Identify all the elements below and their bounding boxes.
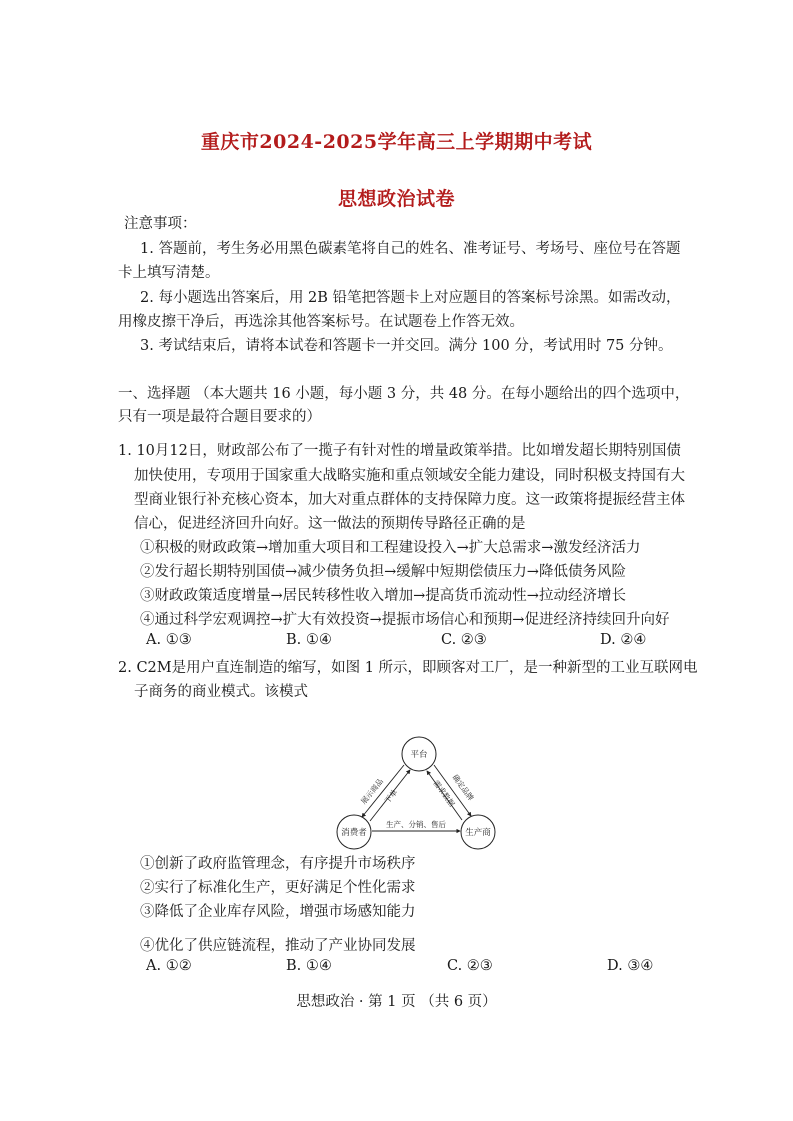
- section-heading-cont: 只有一项是最符合题目要求的）: [118, 409, 321, 425]
- label-brand: 确定品牌: [450, 772, 476, 803]
- q2-statement-2: ②实行了标准化生产，更好满足个性化需求: [140, 880, 416, 896]
- label-order: 下单: [382, 787, 400, 806]
- q2-option-b[interactable]: B. ①④: [286, 958, 332, 974]
- q2-statement-1: ①创新了政府监管理念，有序提升市场秩序: [140, 856, 416, 872]
- label-show-goods: 展示商品: [359, 776, 385, 806]
- label-demand-data: 需求数据: [431, 778, 457, 809]
- notice-item-3: 3. 考试结束后，请将本试卷和答题卡一并交回。满分 100 分，考试用时 75 分钟。: [140, 338, 673, 354]
- q2-option-d[interactable]: D. ③④: [607, 958, 654, 974]
- notice-item-2-cont: 用橡皮擦干净后，再选涂其他答案标号。在试题卷上作答无效。: [118, 314, 524, 330]
- q2-statement-3: ③降低了企业库存风险，增强市场感知能力: [140, 904, 416, 920]
- producer-label: 生产商: [465, 828, 491, 838]
- q1-option-b[interactable]: B. ①④: [286, 632, 332, 648]
- q2-statement-4: ④优化了供应链流程，推动了产业协同发展: [140, 938, 416, 954]
- q1-stem-line-3: 型商业银行补充核心资本，加大对重点群体的支持保障力度。这一政策将提振经营主体: [134, 492, 685, 508]
- exam-title: 重庆市2024-2025学年高三上学期期中考试: [200, 131, 593, 153]
- q1-option-a[interactable]: A. ①③: [146, 632, 192, 648]
- notice-heading: 注意事项：: [124, 216, 197, 232]
- q1-statement-4: ④通过科学宏观调控→扩大有效投资→提振市场信心和预期→促进经济持续回升向好: [140, 612, 670, 628]
- q2-option-c[interactable]: C. ②③: [447, 958, 493, 974]
- q2-stem-line-2: 子商务的商业模式。该模式: [134, 684, 308, 700]
- notice-item-1-cont: 卡上填写清楚。: [118, 265, 220, 281]
- q2-stem-line-1: 2. C2M是用户直连制造的缩写，如图 1 所示，即顾客对工厂，是一种新型的工业互联网电: [118, 660, 698, 676]
- q2-option-a[interactable]: A. ①②: [146, 958, 192, 974]
- q1-stem-line-2: 加快使用，专项用于国家重大战略实施和重点领域安全能力建设，同时积极支持国有大: [134, 468, 685, 484]
- notice-item-2: 2. 每小题选出答案后，用 2B 铅笔把答题卡上对应题目的答案标号涂黑。如需改动，: [140, 290, 681, 306]
- page-footer: 思想政治 · 第 1 页 （共 6 页）: [296, 994, 497, 1010]
- platform-label: 平台: [410, 750, 428, 760]
- notice-item-1: 1. 答题前，考生务必用黑色碳素笔将自己的姓名、准考证号、考场号、座位号在答题: [140, 241, 681, 257]
- q1-statement-2: ②发行超长期特别国债→减少债务负担→缓解中短期偿债压力→降低债务风险: [140, 564, 626, 580]
- section-heading: 一、选择题 （本大题共 16 小题，每小题 3 分，共 48 分。在每小题给出的四个选项中，: [118, 386, 690, 402]
- q1-statement-3: ③财政政策适度增量→居民转移性收入增加→提高货币流动性→拉动经济增长: [140, 588, 626, 604]
- q1-statement-1: ①积极的财政政策→增加重大项目和工程建设投入→扩大总需求→激发经济活力: [140, 540, 641, 556]
- q1-stem-line-1: 1. 10月12日，财政部公布了一揽子有针对性的增量政策举措。比如增发超长期特别国债: [118, 443, 681, 459]
- consumer-label: 消费者: [341, 828, 367, 838]
- q1-stem-line-4: 信心，促进经济回升向好。这一做法的预期传导路径正确的是: [134, 516, 526, 532]
- label-production: 生产、分销、售后: [386, 820, 446, 829]
- q1-option-c[interactable]: C. ②③: [441, 632, 487, 648]
- q1-option-d[interactable]: D. ②④: [600, 632, 647, 648]
- c2m-diagram: [330, 735, 510, 850]
- exam-subtitle: 思想政治试卷: [337, 188, 455, 210]
